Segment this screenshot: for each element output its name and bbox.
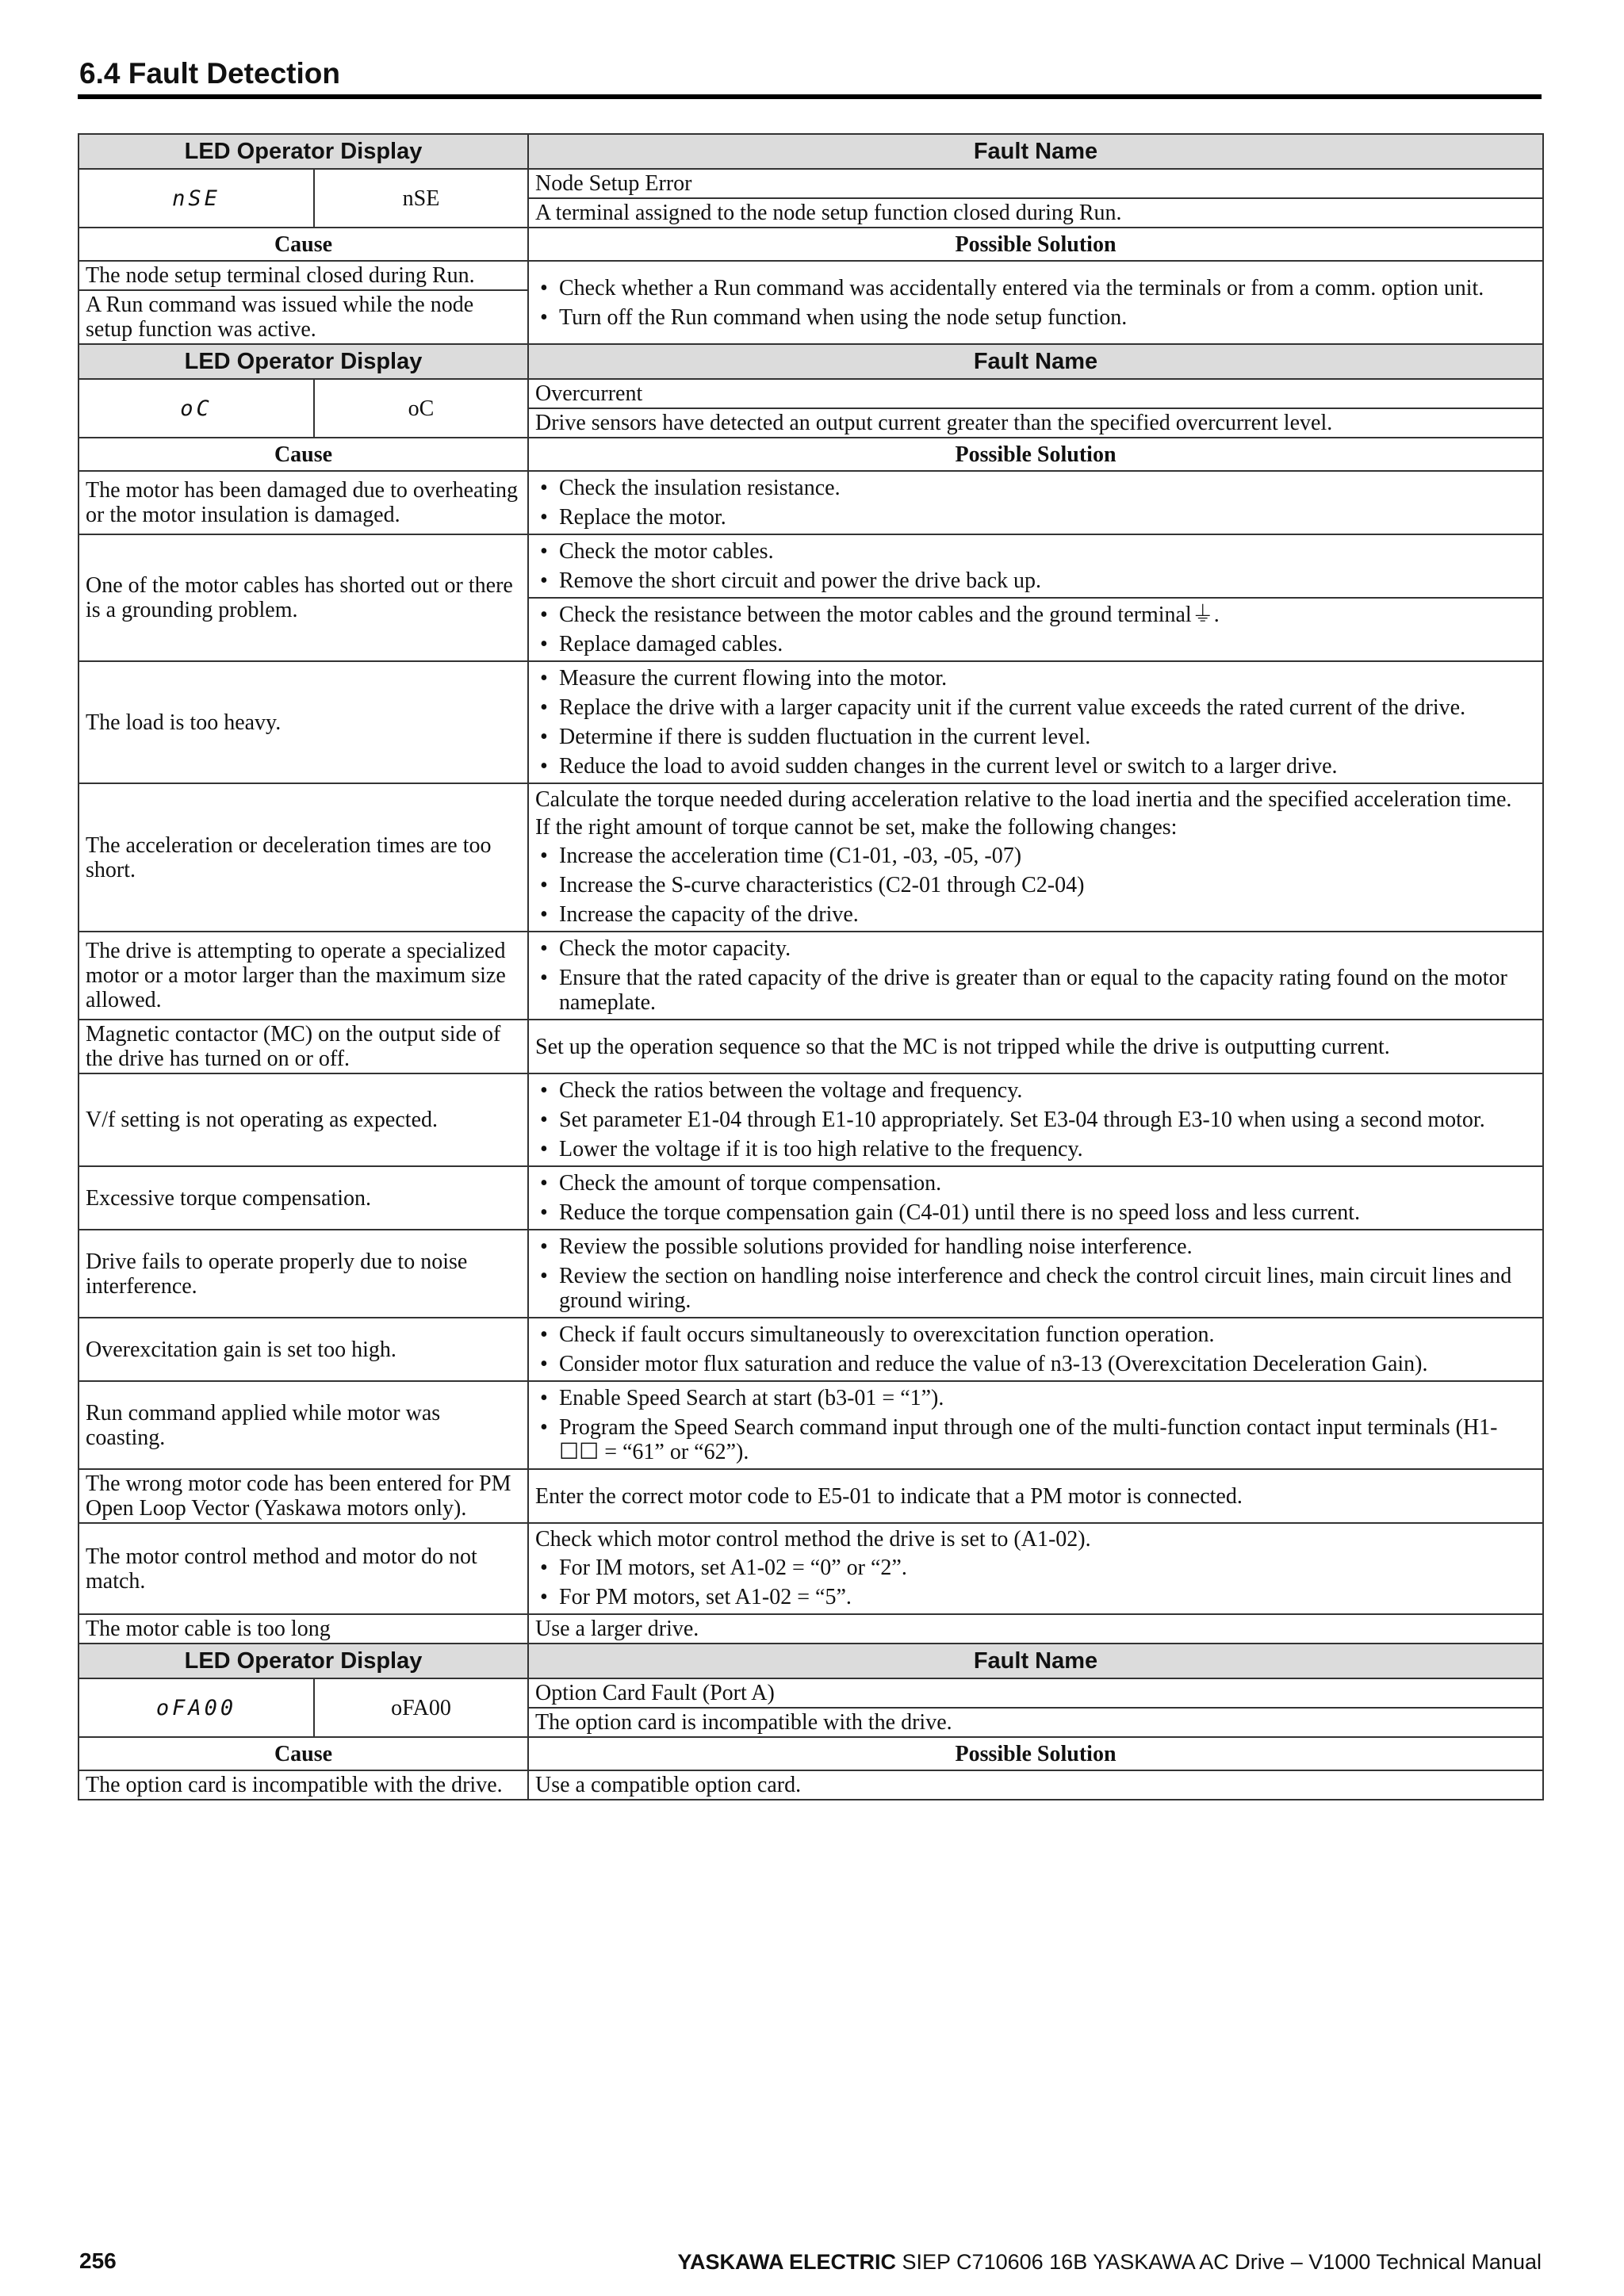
- page-title: 6.4 Fault Detection: [79, 57, 340, 90]
- solution-item: • Determine if there is sudden fluctuation in the current level.: [535, 722, 1536, 752]
- solution-item: • Check if fault occurs simultaneously to overexcitation function operation.: [535, 1320, 1536, 1349]
- solution-cell: [528, 783, 1543, 932]
- solution-item: • Check the amount of torque compensation.: [535, 1169, 1536, 1198]
- solution-cell: [528, 1166, 1543, 1230]
- solution-item: • Review the possible solutions provided for handling noise interference.: [535, 1232, 1536, 1261]
- table-row: [79, 1318, 1543, 1381]
- cause-cell: V/f setting is not operating as expected.: [79, 1073, 528, 1166]
- solution-item: • For IM motors, set A1-02 = “0” or “2”.: [535, 1553, 1536, 1582]
- table-row: [79, 1073, 1543, 1166]
- cause-header: Cause: [79, 228, 528, 261]
- cause-cell: The option card is incompatible with the drive.: [79, 1770, 528, 1800]
- solution-text: Check which motor control method the drive is set to (A1-02).: [535, 1527, 1091, 1552]
- solution-cell: Set up the operation sequence so that the MC is not tripped while the drive is outputting current.: [528, 1020, 1543, 1073]
- fault-name: Overcurrent: [528, 379, 1543, 408]
- solution-item: • Check the resistance between the motor cables and the ground terminal⏚.: [535, 600, 1536, 629]
- solution-cell: [528, 471, 1543, 534]
- solution-text: If the right amount of torque cannot be set, make the following changes:: [535, 815, 1178, 840]
- led-display-header: LED Operator Display: [79, 1644, 528, 1678]
- solution-item: • Check the insulation resistance.: [535, 473, 1536, 503]
- solution-item: • Enable Speed Search at start (b3-01 = “1”).: [535, 1383, 1536, 1413]
- cause-cell: Drive fails to operate properly due to noise interference.: [79, 1230, 528, 1318]
- cause-cell: The drive is attempting to operate a specialized motor or a motor larger than the maximum size allowed.: [79, 932, 528, 1020]
- solution-item: • Set parameter E1-04 through E1-10 appropriately. Set E3-04 through E3-10 when using a second motor.: [535, 1105, 1536, 1135]
- table-row: [79, 261, 1543, 290]
- fault-name: Option Card Fault (Port A): [528, 1678, 1543, 1708]
- fault-name-header: Fault Name: [528, 344, 1543, 379]
- solution-header: Possible Solution: [528, 1737, 1543, 1770]
- table-row: [79, 1614, 1543, 1644]
- fault-row-nse: [79, 169, 1543, 198]
- led-display-glyph: oC: [79, 379, 314, 438]
- fault-name-header: Fault Name: [528, 1644, 1543, 1678]
- solution-item: • Turn off the Run command when using the node setup function.: [535, 303, 1536, 332]
- cause-cell: The acceleration or deceleration times are too short.: [79, 783, 528, 932]
- cause-cell: A Run command was issued while the node setup function was active.: [79, 290, 528, 344]
- fault-table: [78, 133, 1544, 1800]
- solution-item: • Ensure that the rated capacity of the drive is greater than or equal to the capacity rating found on the motor nameplate.: [535, 963, 1536, 1017]
- cause-cell: Magnetic contactor (MC) on the output side of the drive has turned on or off.: [79, 1020, 528, 1073]
- header-rule: [78, 94, 1542, 99]
- solution-item: • Review the section on handling noise interference and check the control circuit lines, main circuit lines and ground wiring.: [535, 1261, 1536, 1315]
- fault-code: oC: [314, 379, 528, 438]
- table-row: [79, 1020, 1543, 1073]
- solution-item: • Increase the capacity of the drive.: [535, 900, 1536, 929]
- fault-row-oc: [79, 379, 1543, 408]
- solution-item: • Increase the acceleration time (C1-01, -03, -05, -07): [535, 841, 1536, 871]
- solution-cell: [528, 261, 1543, 344]
- page-number: 256: [79, 2248, 117, 2273]
- solution-header: Possible Solution: [528, 438, 1543, 471]
- cause-header-row: [79, 228, 1543, 261]
- table-row: [79, 534, 1543, 598]
- solution-cell: [528, 1381, 1543, 1469]
- cause-cell: The motor has been damaged due to overheating or the motor insulation is damaged.: [79, 471, 528, 534]
- solution-item: • Program the Speed Search command input through one of the multi-function contact input terminals (H1-☐☐ = “61” or “62”).: [535, 1413, 1536, 1467]
- fault-description: Drive sensors have detected an output current greater than the specified overcurrent level.: [528, 408, 1543, 438]
- led-display-glyph: oFA00: [79, 1678, 314, 1737]
- cause-cell: One of the motor cables has shorted out or there is a grounding problem.: [79, 534, 528, 661]
- table-row: [79, 932, 1543, 1020]
- led-display-header: LED Operator Display: [79, 344, 528, 379]
- table-row: [79, 471, 1543, 534]
- cause-cell: Run command applied while motor was coasting.: [79, 1381, 528, 1469]
- table-row: [79, 661, 1543, 783]
- cause-cell: The load is too heavy.: [79, 661, 528, 783]
- cause-cell: The motor cable is too long: [79, 1614, 528, 1644]
- table-row: [79, 1770, 1543, 1800]
- table-row: [79, 1230, 1543, 1318]
- solution-item: • Replace damaged cables.: [535, 629, 1536, 659]
- fault-code: oFA00: [314, 1678, 528, 1737]
- footer-doc: SIEP C710606 16B YASKAWA AC Drive – V1000 Technical Manual: [896, 2250, 1542, 2274]
- table-row: [79, 1523, 1543, 1614]
- solution-cell: Use a compatible option card.: [528, 1770, 1543, 1800]
- table-row: [79, 1469, 1543, 1523]
- section-header-row: [79, 344, 1543, 379]
- solution-item: • Increase the S-curve characteristics (C2-01 through C2-04): [535, 871, 1536, 900]
- solution-item: • Replace the drive with a larger capacity unit if the current value exceeds the rated current of the drive.: [535, 693, 1536, 722]
- solution-header: Possible Solution: [528, 228, 1543, 261]
- led-display-header: LED Operator Display: [79, 134, 528, 169]
- cause-cell: Excessive torque compensation.: [79, 1166, 528, 1230]
- solution-item: • Remove the short circuit and power the drive back up.: [535, 566, 1536, 595]
- cause-header-row: [79, 1737, 1543, 1770]
- solution-cell: [528, 932, 1543, 1020]
- solution-cell: [528, 1318, 1543, 1381]
- section-header-row: [79, 1644, 1543, 1678]
- solution-cell: [528, 534, 1543, 598]
- solution-cell: Enter the correct motor code to E5-01 to indicate that a PM motor is connected.: [528, 1469, 1543, 1523]
- section-header-row: [79, 134, 1543, 169]
- table-row: [79, 1381, 1543, 1469]
- solution-cell: [528, 661, 1543, 783]
- solution-item: • Check whether a Run command was accidentally entered via the terminals or from a comm. option unit.: [535, 274, 1536, 303]
- table-row: [79, 783, 1543, 932]
- cause-cell: The motor control method and motor do not match.: [79, 1523, 528, 1614]
- solution-item: • Reduce the torque compensation gain (C4-01) until there is no speed loss and less current.: [535, 1198, 1536, 1227]
- footer-doc-title: [677, 2250, 1542, 2275]
- solution-cell: [528, 1523, 1543, 1614]
- solution-item: • Lower the voltage if it is too high relative to the frequency.: [535, 1135, 1536, 1164]
- cause-header: Cause: [79, 438, 528, 471]
- solution-item: • Reduce the load to avoid sudden changes in the current level or switch to a larger drive.: [535, 752, 1536, 781]
- solution-item: • Replace the motor.: [535, 503, 1536, 532]
- cause-cell: Overexcitation gain is set too high.: [79, 1318, 528, 1381]
- solution-cell: [528, 1230, 1543, 1318]
- solution-item: • Check the motor capacity.: [535, 934, 1536, 963]
- solution-item: • Measure the current flowing into the motor.: [535, 664, 1536, 693]
- solution-cell: [528, 598, 1543, 661]
- solution-cell: [528, 1073, 1543, 1166]
- fault-description: The option card is incompatible with the drive.: [528, 1708, 1543, 1737]
- cause-cell: The wrong motor code has been entered for PM Open Loop Vector (Yaskawa motors only).: [79, 1469, 528, 1523]
- fault-description: A terminal assigned to the node setup function closed during Run.: [528, 198, 1543, 228]
- solution-cell: Use a larger drive.: [528, 1614, 1543, 1644]
- fault-row-ofa00: [79, 1678, 1543, 1708]
- fault-code: nSE: [314, 169, 528, 228]
- solution-item: • Check the motor cables.: [535, 537, 1536, 566]
- solution-item: • Check the ratios between the voltage and frequency.: [535, 1076, 1536, 1105]
- table-row: [79, 1166, 1543, 1230]
- cause-header-row: [79, 438, 1543, 471]
- fault-name: Node Setup Error: [528, 169, 1543, 198]
- solution-item: • For PM motors, set A1-02 = “5”.: [535, 1582, 1536, 1612]
- solution-item: • Consider motor flux saturation and reduce the value of n3-13 (Overexcitation Deceleration Gain).: [535, 1349, 1536, 1379]
- footer-brand: YASKAWA ELECTRIC: [677, 2250, 897, 2274]
- solution-text: Calculate the torque needed during acceleration relative to the load inertia and the specified acceleration time.: [535, 787, 1512, 812]
- cause-cell: The node setup terminal closed during Run.: [79, 261, 528, 290]
- cause-header: Cause: [79, 1737, 528, 1770]
- fault-name-header: Fault Name: [528, 134, 1543, 169]
- led-display-glyph: nSE: [79, 169, 314, 228]
